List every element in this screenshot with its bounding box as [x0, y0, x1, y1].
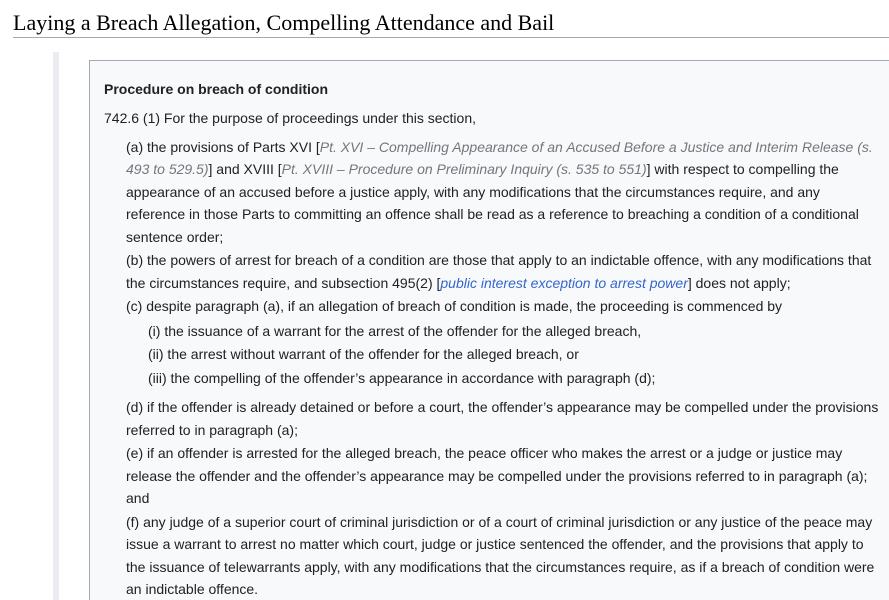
subparagraph-c-i: (i) the issuance of a warrant for the arrest of the offender for the alleged breach,	[148, 322, 642, 339]
paragraph-d: (d) if the offender is already detained or before a court, the offender’s appearance may be compelled under the provisions referred to in paragraph (a);	[126, 399, 879, 438]
paragraph-a	[126, 136, 879, 249]
part-xvi-reference: Pt. XVI – Compelling Appearance of an Accused Before a Justice and Interim Release (s. 493 to 529.5)	[126, 138, 873, 177]
paragraph-a-text-2: ] and XVIII [	[208, 161, 282, 177]
subparagraph-c-ii: (ii) the arrest without warrant of the offender for the alleged breach, or	[148, 346, 579, 362]
paragraph-a-text-1: (a) the provisions of Parts XVI [	[126, 138, 320, 155]
title-divider	[13, 37, 889, 38]
paragraph-b	[126, 249, 879, 294]
page-title: Laying a Breach Allegation, Compelling Attendance and Bail	[13, 10, 555, 35]
paragraph-b-text-2: ] does not apply;	[687, 274, 791, 291]
section-intro: 742.6 (1) For the purpose of proceedings under this section,	[104, 110, 476, 126]
paragraph-a-text-3: ] with respect to compelling the appearance of an accused before a justice apply, with any modifications that the circumstances require, and any reference in those Parts to committing an offence shall be read as a reference to breaching a condition of a conditional sentence order;	[126, 161, 859, 245]
public-interest-exception-link[interactable]: public interest exception to arrest power	[440, 274, 688, 291]
paragraph-e: (e) if an offender is arrested for the alleged breach, the peace officer who makes the arrest or a judge or justice may release the offender and the offender’s appearance may be compelled under the provisions referred to in paragraph (a); and	[126, 445, 868, 506]
subparagraph-c-iii: (iii) the compelling of the offender’s appearance in accordance with paragraph (d);	[148, 369, 656, 386]
blockquote-bar	[53, 52, 59, 600]
paragraph-f: (f) any judge of a superior court of criminal jurisdiction or of a court of criminal jurisdiction or any justice of the peace may issue a warrant to arrest no matter which court, judge or justice sentenced the offender, and the provisions that apply to the issuance of telewarrants apply, with any modifications that the circumstances require, as if a breach of condition were an indictable offence.	[126, 513, 875, 597]
statute-content	[104, 78, 879, 600]
section-heading: Procedure on breach of condition	[104, 81, 329, 97]
paragraph-c: (c) despite paragraph (a), if an allegation of breach of condition is made, the proceeding is commenced by	[126, 298, 783, 314]
paragraph-b-text-1: (b) the powers of arrest for breach of a condition are those that apply to an indictable offence, with any modifications that the circumstances require, and subsection 495(2) [	[126, 252, 872, 291]
part-xviii-reference: Pt. XVIII – Procedure on Preliminary Inquiry (s. 535 to 551)	[281, 161, 647, 177]
